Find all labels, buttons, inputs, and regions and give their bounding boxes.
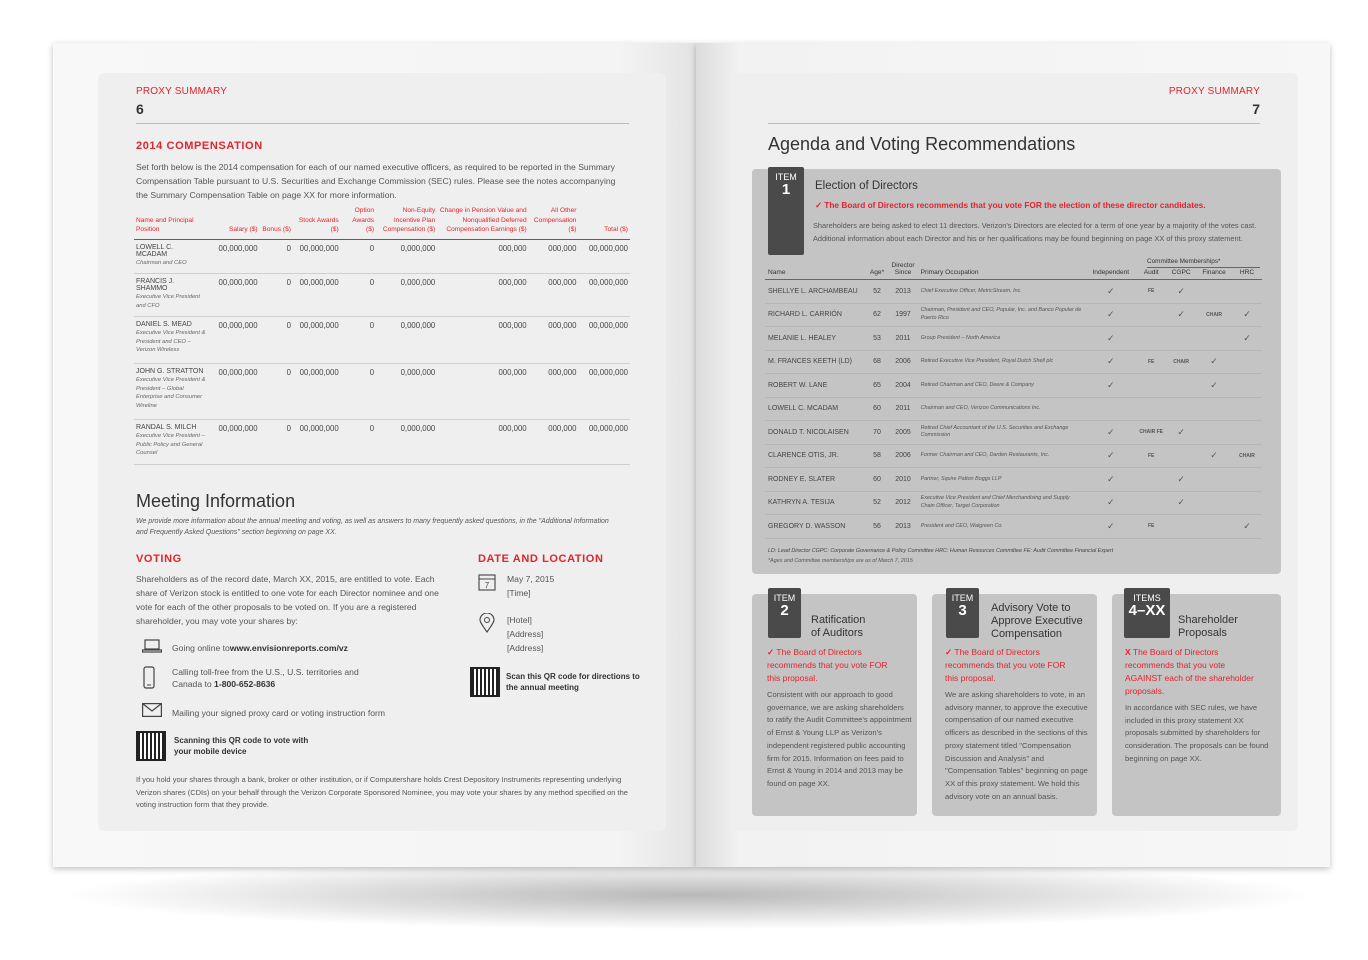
director-age: 68 <box>866 350 889 374</box>
director-audit <box>1136 468 1166 492</box>
director-ind: ✓ <box>1085 303 1136 327</box>
right-page <box>696 43 1330 867</box>
item-3-title-line: Advisory Vote to <box>991 602 1071 614</box>
director-ind: ✓ <box>1085 421 1136 445</box>
director-ind <box>1085 397 1136 421</box>
director-since: 2012 <box>889 491 918 515</box>
comp-cell-option: 0 <box>341 317 376 364</box>
divider <box>136 123 629 124</box>
item-3-title-line: Compensation <box>991 628 1062 640</box>
address-2: [Address] <box>507 643 544 653</box>
comp-name-cell <box>134 364 208 420</box>
comp-cell-salary: 00,000,000 <box>208 239 260 274</box>
compensation-table <box>134 206 630 465</box>
director-name: MELANIE L. HEALEY <box>765 327 866 351</box>
comp-cell-nonequity: 0,000,000 <box>376 274 437 317</box>
directors-header-row <box>765 262 1262 280</box>
item-4-tab <box>1124 588 1170 638</box>
director-age: 60 <box>866 397 889 421</box>
item-2-recommendation-text: The Board of Directors recommends that you vote FOR this proposal. <box>767 647 888 683</box>
vote-qr <box>136 731 314 761</box>
director-hrc <box>1232 468 1262 492</box>
comp-cell-salary: 00,000,000 <box>208 420 260 465</box>
director-fin <box>1196 280 1232 304</box>
item-3-title <box>991 602 1083 641</box>
item-tab-label: ITEMS <box>1133 593 1161 603</box>
director-occ: Retired Executive Vice President, Royal Dutch Shell plc <box>918 350 1086 374</box>
director-since: 2005 <box>889 421 918 445</box>
check-icon: ✓ <box>945 647 953 657</box>
director-audit <box>1136 491 1166 515</box>
comp-cell-salary: 00,000,000 <box>208 317 260 364</box>
exec-title: Executive Vice President and CFO <box>136 294 201 309</box>
director-ind: ✓ <box>1085 515 1136 539</box>
director-name: RICHARD L. CARRIÓN <box>765 303 866 327</box>
comp-cell-pension: 000,000 <box>437 274 528 317</box>
comp-cell-other: 000,000 <box>529 364 579 420</box>
comp-intro: Set forth below is the 2014 compensation for each of our named executive officers, as required to be reported in the Summary Compensation Table pursuant to U.S. Securities and Exchange Commission (SEC) rules. Please see the notes accompanying the Summary Compensation Table on page XX for more information. <box>136 162 616 200</box>
comp-row <box>134 364 630 420</box>
director-audit: FE <box>1136 515 1166 539</box>
director-row <box>765 350 1262 374</box>
item-3-tab <box>946 588 979 638</box>
director-cgpc: ✓ <box>1166 303 1196 327</box>
voting-text: Shareholders as of the record date, March XX, 2015, are entitled to vote. Each share of Verizon stock is entitled to one vote for each Director nominee and one vote for each of the other proposals to be voted on. If you are a registered shareholder, you may vote your shares by: <box>136 574 439 626</box>
book-shadow <box>60 860 1320 930</box>
item-3-title-line: Approve Executive <box>991 615 1083 627</box>
comp-header: Bonus ($) <box>260 206 293 239</box>
director-row <box>765 515 1262 539</box>
directors-table <box>765 262 1262 539</box>
item-4-recommendation <box>1125 646 1260 698</box>
comp-cell-bonus: 0 <box>260 317 293 364</box>
director-hrc <box>1232 374 1262 398</box>
item-2-title-line: Ratification <box>811 614 866 626</box>
item-4-title-line: Proposals <box>1178 627 1227 639</box>
exec-title: Executive Vice President & President and CEO – Verizon Wireless <box>136 330 206 353</box>
comp-row <box>134 317 630 364</box>
vote-qr-text: Scanning this QR code to vote with your mobile device <box>174 736 309 756</box>
comp-header: Option Awards ($) <box>341 206 376 239</box>
director-since: 2010 <box>889 468 918 492</box>
left-panel <box>98 73 666 831</box>
director-ind: ✓ <box>1085 444 1136 468</box>
exec-title: Chairman and CEO <box>136 259 187 266</box>
phone-icon <box>142 666 162 690</box>
director-cgpc: ✓ <box>1166 421 1196 445</box>
location-pin-icon <box>479 613 495 638</box>
check-icon: ✓ <box>767 647 775 657</box>
item-1-box <box>752 169 1281 574</box>
director-since: 2006 <box>889 350 918 374</box>
director-row <box>765 444 1262 468</box>
comp-name-cell <box>134 239 208 274</box>
director-fin <box>1196 327 1232 351</box>
item-2-title <box>811 614 865 640</box>
director-name: DONALD T. NICOLAISEN <box>765 421 866 445</box>
director-hrc <box>1232 280 1262 304</box>
director-cgpc <box>1166 327 1196 351</box>
director-cgpc <box>1166 374 1196 398</box>
director-fin <box>1196 491 1232 515</box>
director-occ: Retired Chairman and CEO, Deere & Company <box>918 374 1086 398</box>
comp-cell-total: 00,000,000 <box>578 274 630 317</box>
director-row <box>765 397 1262 421</box>
dir-header: Age* <box>866 262 889 280</box>
director-ind: ✓ <box>1085 468 1136 492</box>
item-2-box <box>752 594 917 816</box>
check-icon: ✓ <box>815 200 825 210</box>
comp-cell-option: 0 <box>341 364 376 420</box>
item-tab-label: ITEM <box>773 593 796 603</box>
page-number: 6 <box>136 101 144 117</box>
comp-cell-stock: 00,000,000 <box>293 274 341 317</box>
director-ind: ✓ <box>1085 374 1136 398</box>
comp-cell-nonequity: 0,000,000 <box>376 364 437 420</box>
director-cgpc <box>1166 397 1196 421</box>
exec-name: FRANCIS J. SHAMMO <box>136 278 175 292</box>
right-panel <box>730 73 1298 831</box>
x-icon: X <box>1125 647 1131 657</box>
item-tab-number: 4–XX <box>1128 602 1166 619</box>
director-name: CLARENCE OTIS, JR. <box>765 444 866 468</box>
director-fin <box>1196 397 1232 421</box>
director-audit <box>1136 303 1166 327</box>
committee-header: Committee Memberships* <box>1147 258 1221 265</box>
director-row <box>765 374 1262 398</box>
exec-title: Executive Vice President & President – Global Enterprise and Consumer Wireline <box>136 377 206 409</box>
comp-header: Stock Awards ($) <box>293 206 341 239</box>
comp-cell-other: 000,000 <box>529 239 579 274</box>
comp-cell-stock: 00,000,000 <box>293 420 341 465</box>
item-1-recommendation-text: The Board of Directors recommends that you vote FOR the election of these director candidates. <box>824 200 1206 210</box>
director-row <box>765 303 1262 327</box>
comp-cell-other: 000,000 <box>529 317 579 364</box>
director-audit: CHAIR FE <box>1136 421 1166 445</box>
director-hrc: ✓ <box>1232 515 1262 539</box>
item-2-recommendation <box>767 646 902 685</box>
item-4-title-line: Shareholder <box>1178 614 1238 626</box>
comp-header: Salary ($) <box>208 206 260 239</box>
director-fin: ✓ <box>1196 374 1232 398</box>
director-age: 62 <box>866 303 889 327</box>
voting-footer: If you hold your shares through a bank, broker or other institution, or if Computershare holds Crest Depository Instruments representing underlying Verizon shares (CDIs) on your behalf through the Verizon Corporate Sponsored Nominee, you may vote your shares by any method specified on the voting instruction form that they provide. <box>136 775 628 809</box>
comp-cell-stock: 00,000,000 <box>293 317 341 364</box>
director-audit: FE <box>1136 350 1166 374</box>
director-since: 2011 <box>889 397 918 421</box>
comp-cell-stock: 00,000,000 <box>293 239 341 274</box>
director-audit: FE <box>1136 444 1166 468</box>
left-page <box>53 43 696 867</box>
director-audit <box>1136 374 1166 398</box>
dir-header: Primary Occupation <box>918 262 1086 280</box>
director-row <box>765 280 1262 304</box>
comp-header: All Other Compensation ($) <box>529 206 579 239</box>
comp-header: Non-Equity Incentive Plan Compensation ($) <box>376 206 437 239</box>
comp-name-cell <box>134 274 208 317</box>
comp-cell-nonequity: 0,000,000 <box>376 420 437 465</box>
director-cgpc: ✓ <box>1166 280 1196 304</box>
item-tab-number: 2 <box>780 602 789 619</box>
director-occ: Retired Chief Accountant of the U.S. Securities and Exchange Commission <box>918 421 1086 445</box>
dir-header: Audit <box>1136 262 1166 280</box>
comp-name-cell <box>134 317 208 364</box>
vote-mail-text: Mailing your signed proxy card or voting instruction form <box>172 708 386 718</box>
director-hrc: ✓ <box>1232 303 1262 327</box>
comp-cell-bonus: 0 <box>260 274 293 317</box>
vote-phone-text: Calling toll-free from the U.S., U.S. territories and Canada to <box>172 667 359 689</box>
director-ind: ✓ <box>1085 280 1136 304</box>
director-audit <box>1136 327 1166 351</box>
item-4-body: In accordance with SEC rules, we have included in this proxy statement XX proposals submitted by shareholders for consideration. The proposals can be found beginning on page XX. <box>1125 703 1269 763</box>
director-occ: Partner, Squire Patton Boggs LLP <box>918 468 1086 492</box>
vote-phone-number[interactable]: 1-800-652-8636 <box>214 679 276 689</box>
director-ind: ✓ <box>1085 491 1136 515</box>
address-1: [Address] <box>507 629 544 639</box>
item-3-recommendation <box>945 646 1080 685</box>
footnote: *Ages and Committee memberships are as of March 7, 2015 <box>768 558 913 564</box>
comp-cell-nonequity: 0,000,000 <box>376 239 437 274</box>
meeting-intro: We provide more information about the annual meeting and voting, as well as answers to many frequently asked questions, in the "Additional Information and Frequently Asked Questions" section beginning on page XX. <box>136 518 609 536</box>
item-2-body: Consistent with our approach to good governance, we are asking shareholders to ratify the Audit Committee's appointment of Ernst & Young LLP as Verizon's independent registered public accounting firm for 2015. Information on fees paid to Ernst & Young in 2014 and 2013 may be found on page XX. <box>767 690 912 788</box>
item-1-recommendation <box>815 200 1206 210</box>
director-occ: Former Chairman and CEO, Darden Restaurants, Inc. <box>918 444 1086 468</box>
exec-name: LOWELL C. MCADAM <box>136 243 174 258</box>
comp-cell-nonequity: 0,000,000 <box>376 317 437 364</box>
page-number: 7 <box>1252 101 1260 117</box>
director-name: M. FRANCES KEETH (LD) <box>765 350 866 374</box>
item-3-body: We are asking shareholders to vote, in an advisory manner, to approve the executive compensation of our named executive officers as described in the sections of this proxy statement titled "Compensation Discussion and Analysis" and "Compensation Tables" beginning on page XX of this proxy statement. We hold this advisory vote on an annual basis. <box>945 690 1088 801</box>
vote-online <box>142 638 348 658</box>
director-hrc: CHAIR <box>1232 444 1262 468</box>
exec-name: RANDAL S. MILCH <box>136 424 197 431</box>
exec-title: Executive Vice President – Public Policy and General Counsel <box>136 433 205 456</box>
director-name: RODNEY E. SLATER <box>765 468 866 492</box>
comp-cell-pension: 000,000 <box>437 364 528 420</box>
director-occ: Group President – North America <box>918 327 1086 351</box>
director-ind: ✓ <box>1085 327 1136 351</box>
dir-header: Director Since <box>889 262 918 280</box>
director-cgpc <box>1166 444 1196 468</box>
date-title: DATE AND LOCATION <box>478 553 604 565</box>
comp-header: Total ($) <box>578 206 630 239</box>
director-audit <box>1136 397 1166 421</box>
exec-name: JOHN G. STRATTON <box>136 368 204 375</box>
calendar-day: 7 <box>484 581 490 590</box>
director-age: 56 <box>866 515 889 539</box>
comp-title: 2014 COMPENSATION <box>136 140 263 152</box>
director-fin <box>1196 515 1232 539</box>
comp-cell-salary: 00,000,000 <box>208 274 260 317</box>
comp-cell-pension: 000,000 <box>437 420 528 465</box>
director-age: 58 <box>866 444 889 468</box>
section-label: PROXY SUMMARY <box>136 86 228 97</box>
director-audit: FE <box>1136 280 1166 304</box>
director-age: 70 <box>866 421 889 445</box>
comp-cell-total: 00,000,000 <box>578 317 630 364</box>
director-cgpc <box>1166 515 1196 539</box>
laptop-icon <box>142 638 162 658</box>
director-fin <box>1196 421 1232 445</box>
item-4-box <box>1112 594 1281 816</box>
director-age: 52 <box>866 280 889 304</box>
comp-name-cell <box>134 420 208 465</box>
item-4-recommendation-text: The Board of Directors recommends that you vote AGAINST each of the shareholder proposals. <box>1125 647 1254 696</box>
director-occ: President and CEO, Walgreen Co. <box>918 515 1086 539</box>
comp-cell-pension: 000,000 <box>437 317 528 364</box>
comp-row <box>134 239 630 274</box>
director-since: 2011 <box>889 327 918 351</box>
director-occ: Chief Executive Officer, MetricStream, Inc. <box>918 280 1086 304</box>
dir-header: HRC <box>1232 262 1262 280</box>
director-hrc <box>1232 397 1262 421</box>
director-ind: ✓ <box>1085 350 1136 374</box>
qr-code-icon[interactable] <box>470 667 500 697</box>
item-tab-number: 1 <box>781 181 791 198</box>
director-cgpc: CHAIR <box>1166 350 1196 374</box>
exec-name: DANIEL S. MEAD <box>136 321 192 328</box>
director-age: 52 <box>866 491 889 515</box>
comp-cell-pension: 000,000 <box>437 239 528 274</box>
dir-header: Finance <box>1196 262 1232 280</box>
director-hrc <box>1232 421 1262 445</box>
director-fin: ✓ <box>1196 444 1232 468</box>
divider <box>768 123 1260 124</box>
item-1-title: Election of Directors <box>815 180 918 192</box>
comp-cell-option: 0 <box>341 274 376 317</box>
comp-cell-other: 000,000 <box>529 274 579 317</box>
comp-cell-option: 0 <box>341 239 376 274</box>
item-1-body: Shareholders are being asked to elect 11 directors. Verizon's Directors are elected for a term of one year by a majority of the votes cast. Additional information about each Director and his or her qualifications may be found beginning on page XX of this proxy statement. <box>813 221 1257 243</box>
director-occ: Chairman and CEO, Verizon Communications Inc. <box>918 397 1086 421</box>
comp-row <box>134 274 630 317</box>
director-row <box>765 421 1262 445</box>
agenda-title: Agenda and Voting Recommendations <box>768 134 1076 154</box>
director-occ: Chairman, President and CEO, Popular, Inc. and Banco Popular de Puerto Rico <box>918 303 1086 327</box>
director-row <box>765 468 1262 492</box>
director-name: ROBERT W. LANE <box>765 374 866 398</box>
director-hrc <box>1232 350 1262 374</box>
calendar-icon <box>478 573 496 596</box>
comp-cell-bonus: 0 <box>260 420 293 465</box>
director-since: 1997 <box>889 303 918 327</box>
comp-header: Name and Principal Position <box>134 206 208 239</box>
item-tab-number: 3 <box>958 602 967 619</box>
director-cgpc: ✓ <box>1166 468 1196 492</box>
director-occ: Executive Vice President and Chief Merchandising and Supply Chain Officer, Target Corporation <box>918 491 1086 515</box>
vote-online-link[interactable]: www.envisionreports.com/vz <box>229 643 348 653</box>
director-age: 65 <box>866 374 889 398</box>
envelope-icon <box>142 703 162 723</box>
comp-cell-bonus: 0 <box>260 239 293 274</box>
director-hrc: ✓ <box>1232 327 1262 351</box>
hotel: [Hotel] <box>507 615 532 625</box>
item-3-recommendation-text: The Board of Directors recommends that you vote FOR this proposal. <box>945 647 1066 683</box>
director-age: 60 <box>866 468 889 492</box>
comp-row <box>134 420 630 465</box>
dir-header: CGPC <box>1166 262 1196 280</box>
comp-cell-total: 00,000,000 <box>578 420 630 465</box>
qr-code-icon[interactable] <box>136 731 166 761</box>
director-fin <box>1196 468 1232 492</box>
time-value: [Time] <box>507 588 531 598</box>
director-fin: ✓ <box>1196 350 1232 374</box>
director-name: KATHRYN A. TESIJA <box>765 491 866 515</box>
director-cgpc: ✓ <box>1166 491 1196 515</box>
vote-phone <box>142 666 387 690</box>
director-name: LOWELL C. MCADAM <box>765 397 866 421</box>
item-4-title <box>1178 614 1238 640</box>
meeting-title: Meeting Information <box>136 491 296 511</box>
dir-header: Independent <box>1085 262 1136 280</box>
director-since: 2013 <box>889 280 918 304</box>
directions-qr-text: Scan this QR code for directions to the annual meeting <box>506 672 640 692</box>
director-since: 2004 <box>889 374 918 398</box>
vote-phone-text-wrap <box>172 666 387 690</box>
comp-cell-stock: 00,000,000 <box>293 364 341 420</box>
director-row <box>765 327 1262 351</box>
comp-cell-option: 0 <box>341 420 376 465</box>
director-name: GREGORY D. WASSON <box>765 515 866 539</box>
section-label: PROXY SUMMARY <box>1168 86 1260 97</box>
item-2-tab <box>768 588 801 638</box>
vote-online-text: Going online to <box>172 643 230 653</box>
director-name: SHELLYE L. ARCHAMBEAU <box>765 280 866 304</box>
comp-cell-total: 00,000,000 <box>578 364 630 420</box>
item-2-title-line: of Auditors <box>811 627 863 639</box>
item-tab-label: ITEM <box>951 593 974 603</box>
director-row <box>765 491 1262 515</box>
legend: LD: Lead Director CGPC: Corporate Governance & Policy Committee HRC: Human Resources Committee FE: Audit Committee Financial Expert <box>768 548 1114 554</box>
director-since: 2013 <box>889 515 918 539</box>
comp-header: Change in Pension Value and Nonqualified Deferred Compensation Earnings ($) <box>437 206 528 239</box>
comp-cell-total: 00,000,000 <box>578 239 630 274</box>
comp-cell-salary: 00,000,000 <box>208 364 260 420</box>
vote-mail <box>142 703 385 723</box>
dir-header: Name <box>765 262 866 280</box>
date-value: May 7, 2015 <box>507 574 555 584</box>
director-age: 53 <box>866 327 889 351</box>
comp-cell-bonus: 0 <box>260 364 293 420</box>
item-3-box <box>932 594 1097 816</box>
item-tab-label: ITEM <box>775 172 797 182</box>
comp-cell-other: 000,000 <box>529 420 579 465</box>
voting-title: VOTING <box>136 553 182 565</box>
directions-qr <box>470 667 651 697</box>
director-since: 2006 <box>889 444 918 468</box>
item-1-tab <box>768 167 804 255</box>
director-fin: CHAIR <box>1196 303 1232 327</box>
director-hrc <box>1232 491 1262 515</box>
comp-header-row <box>134 206 630 239</box>
